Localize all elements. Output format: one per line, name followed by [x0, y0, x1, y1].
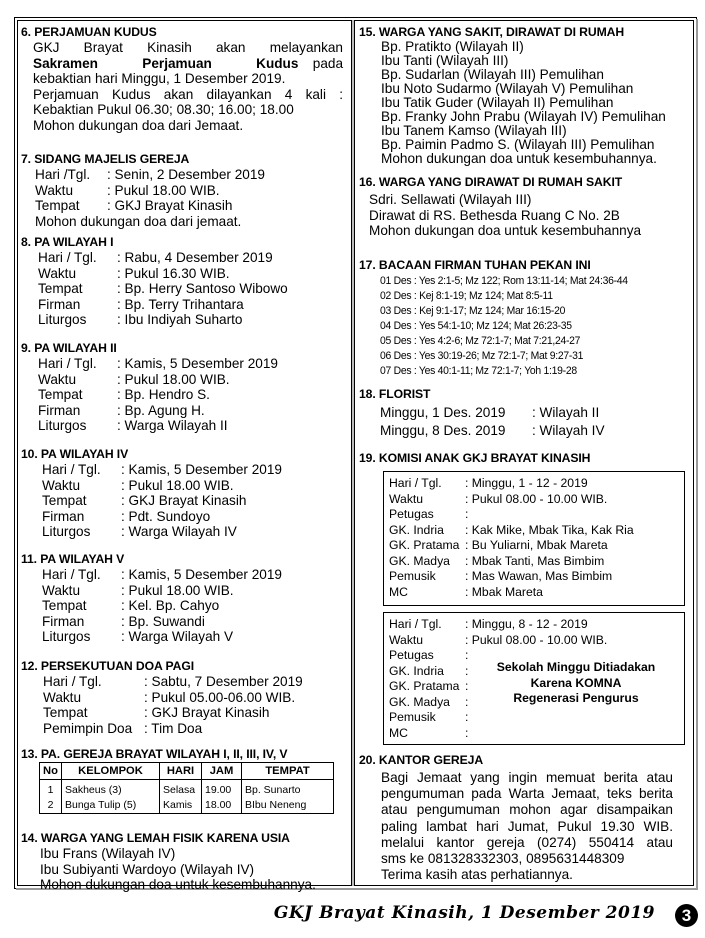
list-item: Mohon dukungan doa untuk kesembuhannya — [369, 223, 642, 239]
paragraph-line: melalui kantor gereja (0274) 550414 atau — [381, 834, 673, 850]
paragraph-line: Sakramen Perjamuan Kudus pada — [33, 55, 344, 71]
info-row: Hari /Tgl. : Senin, 2 Desember 2019 — [35, 167, 265, 182]
reading-item: 05 Des : Yes 4:2-6; Mz 72:1-7; Mat 7:21,24-27 — [380, 335, 581, 347]
reading-item: 02 Des : Kej 8:1-19; Mz 124; Mat 8:5-11 — [380, 290, 553, 302]
section-persekutuan-doa-pagi — [21, 658, 349, 736]
reading-item: 04 Des : Yes 54:1-10; Mz 124; Mat 26:23-35 — [380, 320, 572, 332]
section-warga-rumah-sakit — [359, 174, 691, 239]
list-item: Bp. Sudarlan (Wilayah III) Pemulihan — [381, 67, 604, 82]
section-title: 12. PERSEKUTUAN DOA PAGI — [21, 659, 194, 673]
info-row: GK. Pratama : — [389, 679, 469, 693]
table-cell: BIbu Neneng — [242, 797, 334, 814]
komisi-anak-box-week1 — [383, 471, 685, 606]
table-header: No — [40, 763, 62, 780]
section-title: 16. WARGA YANG DIRAWAT DI RUMAH SAKIT — [359, 175, 623, 189]
reading-item: 07 Des : Yes 40:1-11; Mz 72:1-7; Yoh 1:19-28 — [380, 365, 577, 377]
table-cell: 2 — [40, 797, 62, 814]
table-row — [40, 780, 334, 797]
section-title: 18. FLORIST — [359, 387, 431, 401]
info-row: GK. Pratama : Bu Yuliarni, Mbak Mareta — [389, 538, 608, 552]
section-warga-lemah-fisik — [21, 830, 349, 893]
info-row: Tempat : Bp. Hendro S. — [38, 387, 210, 403]
info-row: GK. Madya : Mbak Tanti, Mas Bimbim — [389, 553, 605, 568]
table-cell: 18.00 — [202, 797, 242, 814]
paragraph-line: paling lambat hari Jumat, Pukul 19.30 WIB. — [381, 818, 673, 834]
info-row: Waktu : Pukul 08.00 - 10.00 WIB. — [389, 491, 608, 506]
info-row: Hari / Tgl. : Sabtu, 7 Desember 2019 — [43, 674, 303, 689]
table-row — [40, 797, 334, 814]
info-row: Firman : Bp. Suwandi — [42, 613, 205, 629]
section-pa-wilayah-4 — [21, 446, 349, 540]
section-pa-wilayah-5 — [21, 551, 349, 645]
info-row: Waktu : Pukul 18.00 WIB. — [35, 182, 220, 198]
section-pa-gereja — [21, 746, 349, 814]
info-row: MC : — [389, 725, 469, 740]
page-number-badge: 3 — [675, 904, 698, 927]
list-item: Ibu Tanem Kamso (Wilayah III) — [381, 123, 567, 138]
section-title: 9. PA WILAYAH II — [21, 341, 117, 355]
info-row: MC : Mbak Mareta — [389, 584, 543, 599]
paragraph-line: pengumuman pada Warta Jemaat, teks berita — [381, 786, 673, 802]
section-bacaan-firman — [359, 257, 691, 379]
info-row: GK. Indria : Kak Mike, Mbak Tika, Kak Ria — [389, 522, 634, 537]
info-row: Waktu : Pukul 18.00 WIB. — [38, 371, 230, 387]
list-item: Bp. Paimin Padmo S. (Wilayah III) Pemulihan — [381, 137, 655, 152]
info-row: Tempat : GKJ Brayat Kinasih — [42, 493, 247, 509]
table-header: JAM — [202, 763, 242, 780]
info-row: Pemimpin Doa : Tim Doa — [43, 720, 203, 736]
pa-schedule-table — [39, 762, 334, 814]
list-item: Ibu Tanti (Wilayah III) — [381, 53, 509, 68]
table-header: HARI — [160, 763, 202, 780]
info-row: Liturgos : Warga Wilayah V — [42, 629, 234, 645]
info-row: Waktu : Pukul 16.30 WIB. — [38, 265, 230, 281]
info-row: Liturgos : Warga Wilayah IV — [42, 524, 237, 540]
info-row: Firman : Pdt. Sundoyo — [42, 508, 211, 524]
list-item: Bp. Franky John Prabu (Wilayah IV) Pemulihan — [381, 109, 666, 124]
paragraph-line: kebaktian hari Minggu, 1 Desember 2019. — [33, 71, 286, 87]
list-item: Sdri. Sellawati (Wilayah III) — [369, 192, 532, 207]
paragraph-line: Mohon dukungan doa dari Jemaat. — [33, 117, 244, 133]
info-row: Hari / Tgl. : Minggu, 1 - 12 - 2019 — [389, 476, 588, 490]
section-title: 10. PA WILAYAH IV — [21, 447, 129, 461]
info-row: Petugas : — [389, 507, 469, 521]
list-item: Ibu Subiyanti Wardoyo (Wilayah IV) — [40, 861, 255, 877]
info-row: Pemusik : — [389, 710, 469, 724]
info-row: Waktu : Pukul 05.00-06.00 WIB. — [43, 689, 296, 705]
paragraph-line: atau pengumuman mohon agar disampaikan — [381, 802, 673, 818]
section-title: 15. WARGA YANG SAKIT, DIRAWAT DI RUMAH — [359, 25, 625, 39]
paragraph-line: Perjamuan Kudus akan dilayankan 4 kali : — [33, 86, 343, 102]
section-florist — [359, 386, 691, 440]
info-row: Firman : Bp. Agung H. — [38, 402, 205, 418]
table-cell: 19.00 — [202, 780, 242, 797]
info-row: Tempat : GKJ Brayat Kinasih — [35, 198, 233, 214]
note: Mohon dukungan doa dari jemaat. — [35, 213, 242, 229]
list-item: Mohon dukungan doa untuk kesembuhannya. — [381, 151, 657, 166]
section-perjamuan-kudus — [21, 24, 349, 134]
section-pa-wilayah-2 — [21, 340, 349, 434]
bold-text: Sakramen Perjamuan Kudus — [33, 55, 299, 71]
info-row: Firman : Bp. Terry Trihantara — [38, 296, 244, 312]
section-title: 17. BACAAN FIRMAN TUHAN PEKAN INI — [359, 258, 591, 272]
info-row: Liturgos : Ibu Indiyah Suharto — [38, 312, 243, 328]
info-row: Minggu, 8 Des. 2019 : Wilayah IV — [380, 423, 605, 438]
section-komisi-anak — [359, 450, 691, 466]
section-title: 7. SIDANG MAJELIS GEREJA — [21, 152, 190, 166]
footer-title: GKJ Brayat Kinasih, 1 Desember 2019 — [273, 903, 655, 923]
sekolah-minggu-notice: Sekolah Minggu Ditiadakan Karena KOMNA Regenerasi Pengurus — [496, 660, 656, 705]
column-divider — [354, 20, 355, 886]
info-row: Waktu : Pukul 18.00 WIB. — [42, 582, 234, 598]
table-cell: Bunga Tulip (5) — [62, 797, 160, 814]
komisi-anak-box-week2 — [383, 612, 685, 745]
reading-item: 03 Des : Kej 9:1-17; Mz 124; Mar 16:15-20 — [380, 305, 566, 317]
section-title: 6. PERJAMUAN KUDUS — [21, 25, 157, 39]
list-item: Ibu Noto Sudarmo (Wilayah V) Pemulihan — [381, 81, 634, 96]
section-warga-sakit-rumah — [359, 24, 691, 166]
section-sidang-majelis — [21, 151, 349, 229]
table-cell: 1 — [40, 780, 62, 797]
list-item: Dirawat di RS. Bethesda Ruang C No. 2B — [369, 207, 620, 223]
column-divider — [351, 20, 352, 886]
section-pa-wilayah-1 — [21, 234, 349, 328]
info-row: Tempat : Bp. Herry Santoso Wibowo — [38, 281, 288, 297]
info-row: Waktu : Pukul 08.00 - 10.00 WIB. — [389, 632, 608, 647]
table-header: TEMPAT — [242, 763, 334, 780]
table-cell: Kamis — [160, 797, 202, 814]
paragraph-line: Bagi Jemaat yang ingin memuat berita atau — [381, 770, 673, 785]
section-title: 20. KANTOR GEREJA — [359, 753, 484, 767]
info-row: Pemusik : Mas Wawan, Mas Bimbim — [389, 569, 613, 583]
table-cell: Bp. Sunarto — [242, 780, 334, 797]
table-cell: Selasa — [160, 780, 202, 797]
info-row: Tempat : GKJ Brayat Kinasih — [43, 705, 270, 721]
reading-item: 01 Des : Yes 2:1-5; Mz 122; Rom 13:11-14; Mat 24:36-44 — [380, 275, 628, 287]
paragraph-line: Kebaktian Pukul 06.30; 08.30; 16.00; 18.00 — [33, 102, 294, 118]
info-row: Waktu : Pukul 18.00 WIB. — [42, 477, 234, 493]
info-row: Minggu, 1 Des. 2019 : Wilayah II — [380, 405, 600, 420]
section-title: 19. KOMISI ANAK GKJ BRAYAT KINASIH — [359, 451, 591, 465]
info-row: Tempat : Kel. Bp. Cahyo — [42, 598, 220, 614]
list-item: Ibu Tatik Guder (Wilayah II) Pemulihan — [381, 95, 614, 110]
info-row: Hari / Tgl. : Rabu, 4 Desember 2019 — [38, 250, 273, 265]
section-title: 14. WARGA YANG LEMAH FISIK KARENA USIA — [21, 831, 290, 845]
info-row: Liturgos : Warga Wilayah II — [38, 418, 228, 434]
section-kantor-gereja — [359, 752, 691, 883]
info-row: GK. Madya : — [389, 694, 469, 709]
table-header-row — [40, 763, 334, 780]
section-title: 8. PA WILAYAH I — [21, 235, 114, 249]
frame-shadow — [696, 19, 698, 890]
paragraph-line: sms ke 081328332303, 0895631448309 — [381, 851, 625, 867]
paragraph-line: Terima kasih atas perhatiannya. — [381, 867, 573, 883]
table-header: KELOMPOK — [62, 763, 160, 780]
section-title: 13. PA. GEREJA BRAYAT WILAYAH I, II, III, IV, V — [21, 747, 288, 761]
paragraph-line: GKJ Brayat Kinasih akan melayankan — [33, 40, 343, 55]
info-row: Hari / Tgl. : Kamis, 5 Desember 2019 — [42, 567, 282, 582]
info-row: GK. Indria : — [389, 663, 469, 678]
info-row: Hari / Tgl. : Minggu, 8 - 12 - 2019 — [389, 617, 588, 631]
list-item: Mohon dukungan doa untuk kesembuhannya. — [40, 877, 316, 893]
info-row: Hari / Tgl. : Kamis, 5 Desember 2019 — [38, 356, 278, 371]
list-item: Bp. Pratikto (Wilayah II) — [381, 39, 524, 54]
section-title: 11. PA WILAYAH V — [21, 552, 125, 566]
list-item: Ibu Frans (Wilayah IV) — [40, 846, 176, 861]
reading-item: 06 Des : Yes 30:19-26; Mz 72:1-7; Mat 9:27-31 — [380, 350, 584, 362]
table-cell: Sakheus (3) — [62, 780, 160, 797]
info-row: Petugas : — [389, 648, 469, 662]
info-row: Hari / Tgl. : Kamis, 5 Desember 2019 — [42, 462, 282, 477]
